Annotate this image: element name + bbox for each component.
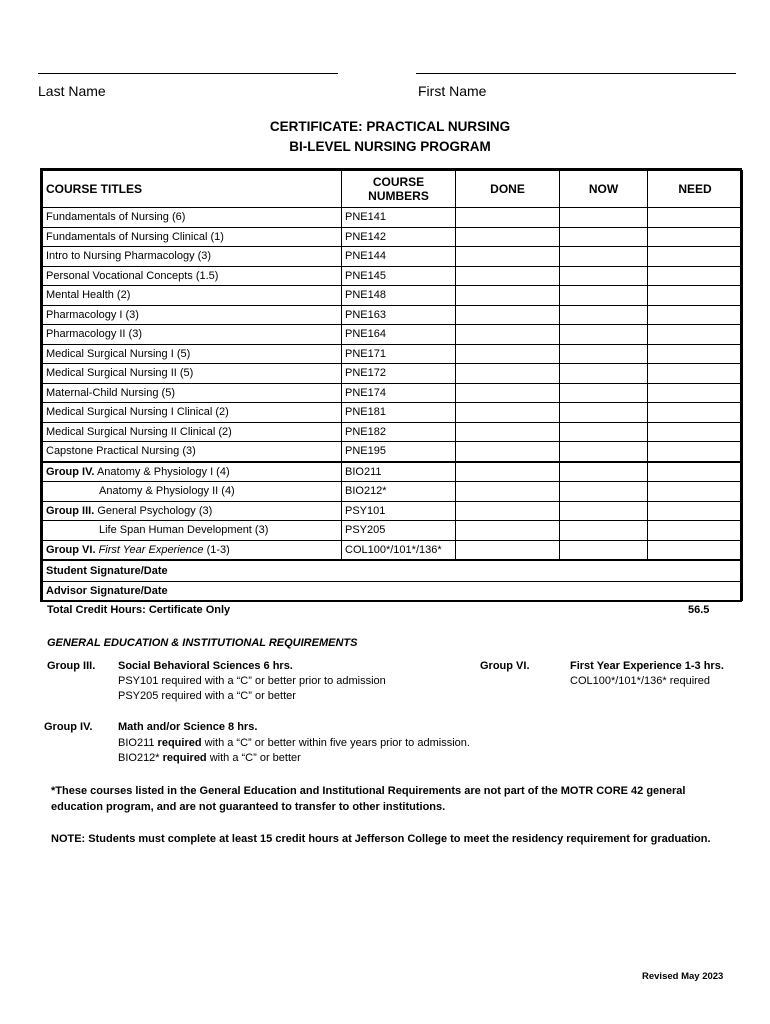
course-number: PNE144 (342, 247, 456, 267)
table-row (43, 364, 743, 384)
done-cell[interactable] (456, 462, 560, 482)
done-cell[interactable] (456, 286, 560, 306)
need-cell[interactable] (648, 325, 743, 345)
group-label: Group III. (46, 504, 95, 517)
table-row (43, 501, 743, 521)
course-number: PNE142 (342, 227, 456, 247)
course-number: PNE182 (342, 422, 456, 442)
course-title: Pharmacology II (3) (43, 325, 342, 345)
now-cell[interactable] (560, 462, 648, 482)
now-cell[interactable] (560, 540, 648, 560)
text-run: with a “C” or better (206, 752, 301, 764)
need-cell[interactable] (648, 501, 743, 521)
certificate-title: CERTIFICATE: PRACTICAL NURSING (269, 119, 511, 134)
now-cell[interactable] (560, 383, 648, 403)
course-number: PNE195 (342, 442, 456, 462)
gen-ed-group3-line1: PSY101 required with a “C” or better prior to admission (118, 675, 386, 687)
course-number: BIO212* (342, 482, 456, 502)
table-row (43, 403, 743, 423)
done-cell[interactable] (456, 208, 560, 228)
done-cell[interactable] (456, 521, 560, 541)
gen-ed-group6-label: Group VI. (480, 660, 530, 672)
now-cell[interactable] (560, 442, 648, 462)
now-cell[interactable] (560, 247, 648, 267)
table-row (43, 442, 743, 462)
group-label: Group VI. (46, 543, 96, 556)
course-number: PSY101 (342, 501, 456, 521)
course-title: Intro to Nursing Pharmacology (3) (43, 247, 342, 267)
need-cell[interactable] (648, 305, 743, 325)
need-cell[interactable] (648, 482, 743, 502)
done-cell[interactable] (456, 364, 560, 384)
need-cell[interactable] (648, 247, 743, 267)
col-now: NOW (560, 171, 648, 208)
table-row (43, 227, 743, 247)
gen-ed-title: GENERAL EDUCATION & INSTITUTIONAL REQUIREMENTS (47, 637, 358, 649)
col-course-titles: COURSE TITLES (43, 171, 342, 208)
gen-ed-group4-line2 (118, 752, 301, 764)
program-title: BI-LEVEL NURSING PROGRAM (289, 139, 491, 154)
advisor-signature-row[interactable] (43, 582, 743, 601)
asterisk-note-line1: *These courses listed in the General Education and Institutional Requirements are not part of the MOTR CORE 42 general (51, 785, 686, 797)
need-cell[interactable] (648, 403, 743, 423)
first-name-line[interactable] (416, 73, 736, 74)
now-cell[interactable] (560, 266, 648, 286)
table-row (43, 325, 743, 345)
now-cell[interactable] (560, 521, 648, 541)
need-cell[interactable] (648, 344, 743, 364)
table-row (43, 247, 743, 267)
course-number: PNE171 (342, 344, 456, 364)
course-title: General Psychology (3) (97, 504, 213, 517)
revised-date: Revised May 2023 (642, 971, 724, 982)
text-run: BIO212* (118, 752, 163, 764)
course-title: Anatomy & Physiology I (4) (96, 465, 230, 478)
now-cell[interactable] (560, 482, 648, 502)
course-title: Medical Surgical Nursing I Clinical (2) (43, 403, 342, 423)
course-number: PNE164 (342, 325, 456, 345)
course-number: PNE172 (342, 364, 456, 384)
table-row (43, 266, 743, 286)
done-cell[interactable] (456, 227, 560, 247)
need-cell[interactable] (648, 208, 743, 228)
now-cell[interactable] (560, 325, 648, 345)
col-done: DONE (456, 171, 560, 208)
col-course-numbers (342, 171, 456, 208)
col-need: NEED (648, 171, 743, 208)
course-title: Fundamentals of Nursing Clinical (1) (43, 227, 342, 247)
course-number: PSY205 (342, 521, 456, 541)
student-signature-row[interactable] (43, 560, 743, 582)
gen-ed-group6-heading: First Year Experience 1-3 hrs. (570, 660, 724, 672)
now-cell[interactable] (560, 344, 648, 364)
course-title-cell (43, 501, 342, 521)
done-cell[interactable] (456, 247, 560, 267)
gen-ed-group3-heading: Social Behavioral Sciences 6 hrs. (118, 660, 293, 672)
now-cell[interactable] (560, 501, 648, 521)
need-cell[interactable] (648, 422, 743, 442)
course-title: Fundamentals of Nursing (6) (43, 208, 342, 228)
need-cell[interactable] (648, 227, 743, 247)
course-title: Personal Vocational Concepts (1.5) (43, 266, 342, 286)
need-cell[interactable] (648, 462, 743, 482)
course-number: PNE181 (342, 403, 456, 423)
course-table (42, 170, 743, 601)
text-run-bold: required (162, 752, 207, 764)
first-name-label: First Name (418, 83, 487, 99)
course-number: BIO211 (342, 462, 456, 482)
gen-ed-group4-line1 (118, 737, 470, 749)
gen-ed-group3-label: Group III. (47, 660, 96, 672)
need-cell[interactable] (648, 383, 743, 403)
table-row (43, 422, 743, 442)
course-title: Life Span Human Development (3) (43, 521, 342, 541)
done-cell[interactable] (456, 383, 560, 403)
now-cell[interactable] (560, 227, 648, 247)
text-run: BIO211 (118, 737, 158, 749)
course-title-cell (43, 540, 342, 560)
table-row (43, 305, 743, 325)
total-credit-label: Total Credit Hours: Certificate Only (47, 604, 231, 616)
text-run-bold: required (157, 737, 202, 749)
course-number: COL100*/101*/136* (342, 540, 456, 560)
table-row (43, 482, 743, 502)
gen-ed-group3-line2: PSY205 required with a “C” or better (118, 690, 296, 702)
advisor-signature-label[interactable]: Advisor Signature/Date (43, 582, 743, 601)
course-title: Pharmacology I (3) (43, 305, 342, 325)
course-title: Anatomy & Physiology II (4) (43, 482, 342, 502)
done-cell[interactable] (456, 266, 560, 286)
table-row (43, 462, 743, 482)
total-credit-value: 56.5 (688, 604, 710, 616)
course-hours: (1-3) (206, 543, 230, 556)
done-cell[interactable] (456, 305, 560, 325)
course-number: PNE174 (342, 383, 456, 403)
course-title-cell (43, 462, 342, 482)
done-cell[interactable] (456, 325, 560, 345)
gen-ed-group4-label: Group IV. (44, 721, 93, 733)
now-cell[interactable] (560, 422, 648, 442)
course-title: Medical Surgical Nursing I (5) (43, 344, 342, 364)
last-name-label: Last Name (38, 83, 106, 99)
course-number: PNE163 (342, 305, 456, 325)
course-title: Medical Surgical Nursing II (5) (43, 364, 342, 384)
asterisk-note-line2: education program, and are not guaranteed to transfer to other institutions. (51, 801, 446, 813)
residency-note: NOTE: Students must complete at least 15 credit hours at Jefferson College to meet the residency requirement for graduation. (51, 833, 711, 845)
need-cell[interactable] (648, 364, 743, 384)
table-row (43, 540, 743, 560)
need-cell[interactable] (648, 540, 743, 560)
now-cell[interactable] (560, 286, 648, 306)
gen-ed-group6-line1: COL100*/101*/136* required (570, 675, 711, 687)
course-title: Capstone Practical Nursing (3) (43, 442, 342, 462)
table-row (43, 344, 743, 364)
now-cell[interactable] (560, 305, 648, 325)
done-cell[interactable] (456, 501, 560, 521)
course-number: PNE148 (342, 286, 456, 306)
now-cell[interactable] (560, 403, 648, 423)
done-cell[interactable] (456, 540, 560, 560)
table-row (43, 286, 743, 306)
course-title: Mental Health (2) (43, 286, 342, 306)
done-cell[interactable] (456, 403, 560, 423)
now-cell[interactable] (560, 364, 648, 384)
course-number: PNE145 (342, 266, 456, 286)
table-row (43, 208, 743, 228)
group-label: Group IV. (46, 465, 95, 478)
last-name-line[interactable] (38, 73, 338, 74)
course-number: PNE141 (342, 208, 456, 228)
now-cell[interactable] (560, 208, 648, 228)
need-cell[interactable] (648, 286, 743, 306)
student-signature-label[interactable]: Student Signature/Date (43, 560, 743, 582)
done-cell[interactable] (456, 422, 560, 442)
need-cell[interactable] (648, 266, 743, 286)
gen-ed-group4-heading: Math and/or Science 8 hrs. (118, 721, 258, 733)
done-cell[interactable] (456, 442, 560, 462)
table-row (43, 521, 743, 541)
done-cell[interactable] (456, 482, 560, 502)
need-cell[interactable] (648, 521, 743, 541)
need-cell[interactable] (648, 442, 743, 462)
col-course-numbers-line1: COURSE (372, 175, 425, 189)
course-title: Medical Surgical Nursing II Clinical (2) (43, 422, 342, 442)
course-title: Maternal-Child Nursing (5) (43, 383, 342, 403)
course-title: First Year Experience (98, 543, 204, 556)
text-run: with a “C” or better within five years prior to admission. (201, 737, 470, 749)
col-course-numbers-line2: NUMBERS (368, 189, 429, 203)
done-cell[interactable] (456, 344, 560, 364)
table-row (43, 383, 743, 403)
